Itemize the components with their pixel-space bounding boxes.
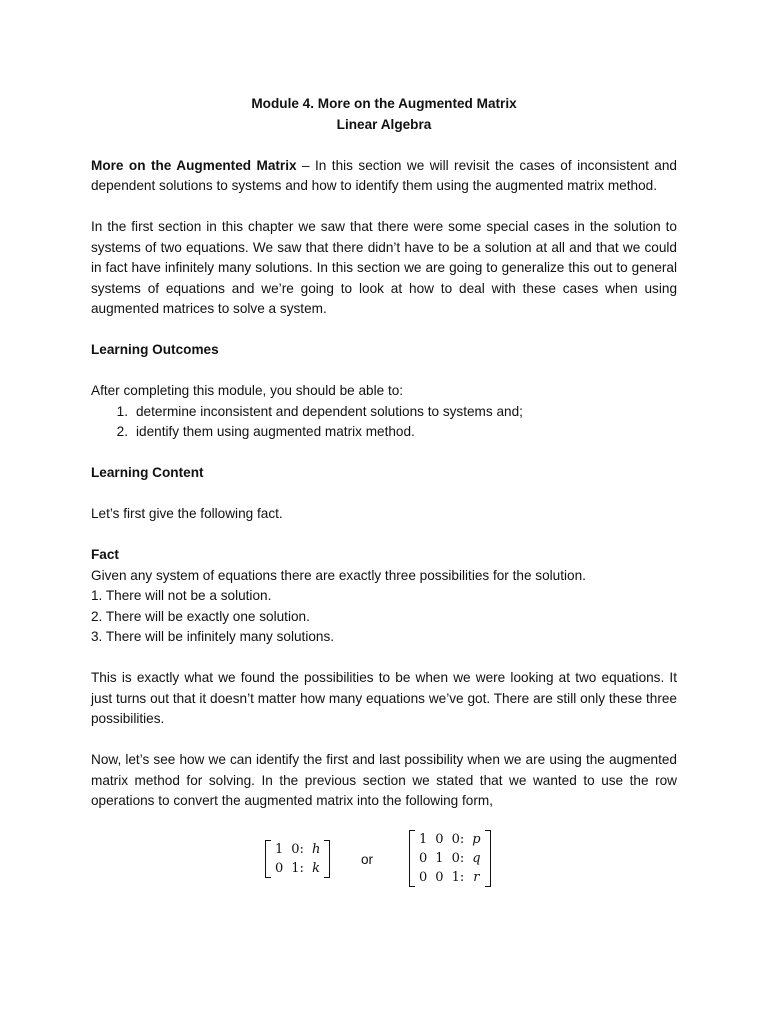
fact-line: 3. There will be infinitely many solutions. xyxy=(91,629,335,644)
matrix-entry: 0: xyxy=(451,851,465,866)
fact-line: Given any system of equations there are exactly three possibilities for the solution. xyxy=(91,567,586,583)
matrix-2x3 xyxy=(265,840,330,878)
learning-content-heading: Learning Content xyxy=(91,465,204,480)
matrix-entry: 0: xyxy=(451,832,465,847)
matrix-entry: q xyxy=(472,851,481,866)
paragraph-possibilities: This is exactly what we found the possibilities to be when we were looking at two equations. It just turns out that it doesn’t matter how many equations we’ve got. There are still only these three possibilities. xyxy=(91,670,677,726)
matrix-entry: 1 xyxy=(419,832,428,847)
matrix-entry: k xyxy=(312,861,321,876)
matrix-entry: 1 xyxy=(435,851,444,866)
matrix-entry: 1: xyxy=(291,861,304,876)
learning-outcomes-heading: Learning Outcomes xyxy=(91,342,219,357)
paragraph-row-operations: Now, let’s see how we can identify the first and last possibility when we are using the augmented matrix method for solving. In the previous section we stated that we wanted to use the row operations to convert the augmented matrix into the following form, xyxy=(91,752,677,808)
matrix-entry: 0 xyxy=(435,832,444,847)
or-connector: or xyxy=(361,852,374,867)
intro-paragraph xyxy=(91,156,677,197)
list-item xyxy=(91,422,677,443)
right-bracket xyxy=(324,840,330,878)
matrix-entry: h xyxy=(311,842,321,857)
matrix-entry: r xyxy=(473,870,480,885)
fact-line: 2. There will be exactly one solution. xyxy=(91,608,310,624)
matrix-entry: 1 xyxy=(275,842,284,857)
list-item-text: determine inconsistent and dependent solutions to systems and; xyxy=(136,403,523,419)
fact-line: 1. There will not be a solution. xyxy=(91,588,272,603)
matrix-entry: 0 xyxy=(419,851,428,866)
fact-heading: Fact xyxy=(91,547,119,562)
matrix-2x3-grid xyxy=(271,840,324,878)
right-bracket xyxy=(485,830,491,887)
intro-text: – In this section we will revisit the cases of inconsistent and dependent solutions to systems and how to identify them using the augmented matrix method. xyxy=(91,157,677,193)
matrix-entry: 0 xyxy=(275,861,284,876)
intro-lead: More on the Augmented Matrix xyxy=(91,157,297,173)
learning-outcomes-list xyxy=(91,402,677,443)
paragraph-special-cases: In the first section in this chapter we saw that there were some special cases in the solution to systems of two equations. We saw that there didn’t have to be a solution at all and that we could in fact have infinitely many solutions. In this section we are going to generalize this out to general systems of equations and we’re going to look at how to deal with these cases when using augmented matrices to solve a system. xyxy=(91,219,677,316)
matrix-entry: 1: xyxy=(451,870,465,885)
matrix-3x4 xyxy=(409,830,491,887)
learning-content-intro: Let’s first give the following fact. xyxy=(91,506,283,521)
list-item-number: 2. xyxy=(116,424,128,439)
list-item-number: 1. xyxy=(116,403,128,419)
matrix-entry: 0 xyxy=(419,870,428,885)
list-item-text: identify them using augmented matrix method. xyxy=(136,424,415,439)
learning-outcomes-intro: After completing this module, you should be able to: xyxy=(91,383,404,398)
list-item xyxy=(91,402,677,423)
document-page xyxy=(91,94,677,885)
matrix-entry: p xyxy=(472,832,481,847)
matrix-entry: 0: xyxy=(291,842,304,857)
document-title: Module 4. More on the Augmented Matrix xyxy=(251,96,517,111)
document-subtitle: Linear Algebra xyxy=(336,116,432,132)
matrix-3x4-grid xyxy=(415,830,485,887)
augmented-matrix-forms xyxy=(91,828,677,888)
matrix-entry: 0 xyxy=(435,870,444,885)
